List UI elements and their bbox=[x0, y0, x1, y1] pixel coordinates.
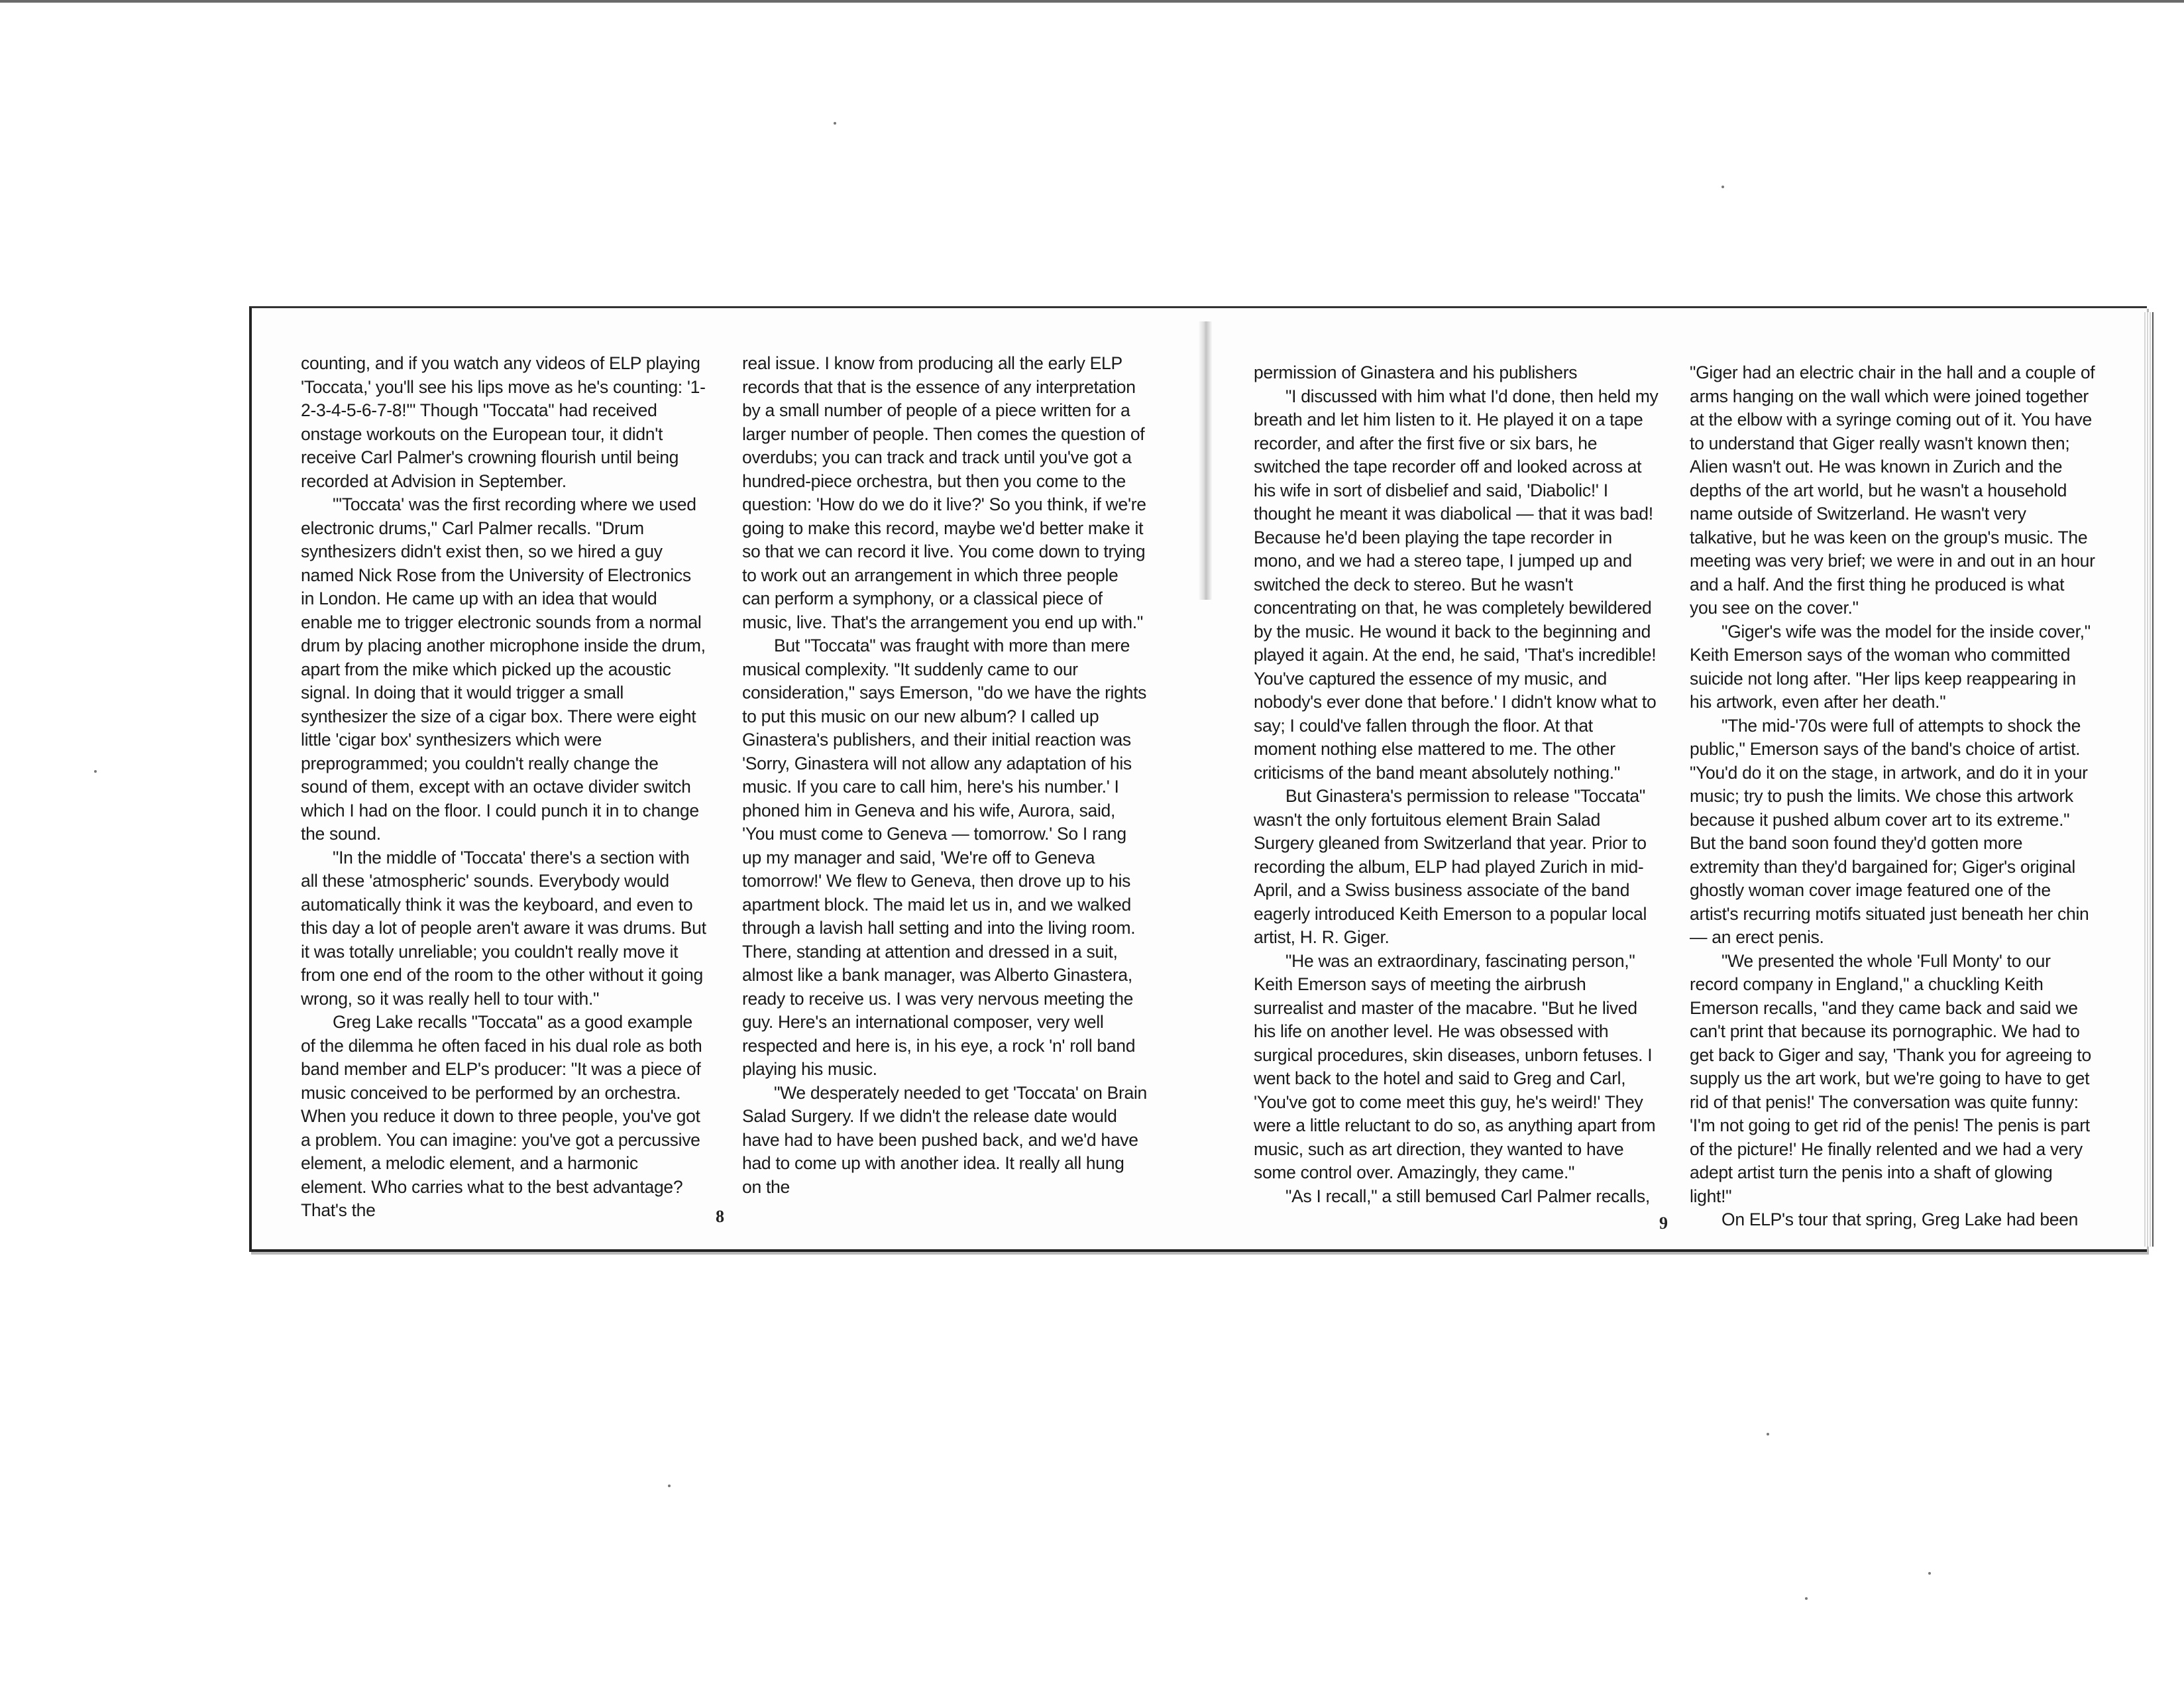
page-number: 9 bbox=[1659, 1213, 1668, 1233]
paragraph: "As I recall," a still bemused Carl Palmer recalls, bbox=[1285, 1186, 1650, 1206]
paragraph: "'Toccata' was the first recording where we used electronic drums," Carl Palmer recalls. "Drum synthesizers didn't exist then, so we hired a guy named Nick Rose from the University of Electronics in London. He came up with an idea that would enable me to trigger electronic sounds from a normal drum by placing another microphone inside the drum, apart from the mike which picked up the acoustic signal. In doing that it would trigger a small synthesizer the size of a cigar box. There were eight little 'cigar box' synthesizers which were preprogrammed; you couldn't really change the sound of them, except with an octave divider switch which I had on the floor. I could punch it in to change the sound. bbox=[301, 494, 706, 844]
paragraph: Greg Lake recalls "Toccata" as a good example of the dilemma he often faced in his dual role as both band member and ELP's producer: "It was a piece of music conceived to be performed by an orchestra. When you reduce it down to three people, you've got a problem. You can imagine: you've got a percussive element, a melodic element, and a harmonic element. Who carries what to the best advantage? That's the bbox=[301, 1012, 702, 1220]
paragraph: counting, and if you watch any videos of ELP playing 'Toccata,' you'll see his lips move as he's counting: '1-2-3-4-5-6-7-8!'" Though "Toccata" had received onstage workouts on the European tour, it didn't receive Carl Palmer's crowning flourish until being recorded at Advision in September. bbox=[301, 353, 706, 491]
paragraph: "The mid-'70s were full of attempts to shock the public," Emerson says of the band's choice of artist. "You'd do it on the stage, in artwork, and do it in your music; try to push the limits. We chose this artwork because it pushed album cover art to its extreme." But the band soon found they'd gotten more extremity than they'd bargained for; Giger's original ghostly woman cover image featured one of the artist's recurring motifs situated just beneath her chin — an erect penis. bbox=[1690, 715, 2089, 947]
paragraph: "Giger had an electric chair in the hall and a couple of arms hanging on the wall which were joined together at the elbow with a syringe coming out of it. You have to understand that Giger really wasn't known then; Alien wasn't out. He was known in Zurich and the depths of the art world, but he wasn't a household name outside of Switzerland. He wasn't very talkative, but he was keen on the group's music. The meeting was very brief; we were in and out in an hour and a half. And the first thing he produced is what you see on the cover." bbox=[1690, 363, 2095, 618]
scan-speck bbox=[1805, 1597, 1808, 1600]
paragraph: real issue. I know from producing all the early ELP records that that is the essence of any interpretation by a small number of people of a piece written for a larger number of people. Then comes the question of overdubs; you can track and track until you've got a hundred-piece orchestra, but then you come to the question: 'How do we do it live?' So you think, if we're going to make this record, maybe we'd better make it so that we can record it live. You come down to trying to work out an arrangement in which three people can perform a symphony, or a classical piece of music, live. That's the arrangement you end up with." bbox=[742, 353, 1146, 632]
page-number: 8 bbox=[716, 1207, 724, 1226]
scan-speck bbox=[94, 770, 97, 773]
scan-speck bbox=[834, 122, 836, 125]
paragraph: On ELP's tour that spring, Greg Lake had been bbox=[1721, 1209, 2079, 1229]
scan-speck bbox=[1767, 1433, 1769, 1435]
paragraph: "We desperately needed to get 'Toccata' on Brain Salad Surgery. If we didn't the release date would have had to have been pushed back, and we'd have had to come up with another idea. It really all hung on the bbox=[742, 1082, 1147, 1197]
paragraph: "I discussed with him what I'd done, then held my breath and let him listen to it. He played it on a tape recorder, and after the first five or six bars, he switched the tape recorder off and looked across at his wife in sort of disbelief and said, 'Diabolic!' I thought he meant it was diabolical — that it was bad! Because he'd been playing the tape recorder in mono, and we had a stereo tape, I jumped up and switched the deck to stereo. But he wasn't concentrating on that, he was completely bewildered by the music. He wound it back to the beginning and played it again. At the end, he said, 'That's incredible! You've captured the essence of my music, and nobody's ever done that before.' I didn't know what to say; I could've fallen through the floor. At that moment nothing else mattered to me. The other criticisms of the band meant absolutely nothing." bbox=[1254, 386, 1659, 783]
paragraph: permission of Ginastera and his publishers bbox=[1254, 363, 1578, 382]
booklet-spread bbox=[249, 306, 2147, 1252]
scan-speck bbox=[1928, 1572, 1931, 1575]
page-8-column-2 bbox=[742, 352, 1148, 1199]
paragraph: But Ginastera's permission to release "Toccata" wasn't the only fortuitous element Brain Salad Surgery gleaned from Switzerland that year. Prior to recording the album, ELP had played Zurich in mid-April, and a Swiss business associate of the band eagerly introduced Keith Emerson to a popular local artist, H. R. Giger. bbox=[1254, 786, 1647, 947]
page-9-column-2 bbox=[1690, 361, 2095, 1232]
booklet-page-edges bbox=[2144, 312, 2154, 1247]
paragraph: "Giger's wife was the model for the inside cover," Keith Emerson says of the woman who committed suicide not long after. "Her lips keep reappearing in his artwork, even after her death." bbox=[1690, 621, 2091, 712]
paragraph: But "Toccata" was fraught with more than mere musical complexity. "It suddenly came to our consideration," says Emerson, "do we have the rights to put this music on our new album? I called up Ginastera's publishers, and their initial reaction was 'Sorry, Ginastera will not allow any adaptation of his music. If you care to call him, here's his number.' I phoned him in Geneva and his wife, Aurora, said, 'You must come to Geneva — tomorrow.' So I rang up my manager and said, 'We're off to Geneva tomorrow!' We flew to Geneva, then drove up to his apartment block. The maid let us in, and we walked through a lavish hall setting and into the living room. There, standing at attention and dressed in a suit, almost like a bank manager, was Alberto Ginastera, ready to receive us. I was very nervous meeting the guy. Here's an international composer, very well respected and here is, in his eye, a rock 'n' roll band playing his music. bbox=[742, 636, 1147, 1079]
booklet-gutter bbox=[1198, 321, 1213, 600]
scan-top-edge bbox=[0, 0, 2184, 3]
paragraph: "He was an extraordinary, fascinating person," Keith Emerson says of meeting the airbrush surrealist and master of the macabre. "But he lived his life on another level. He was obsessed with surgical procedures, skin diseases, unborn fetuses. I went back to the hotel and said to Greg and Carl, 'You've got to come meet this guy, he's weird!' They were a little reluctant to do so, as anything apart from music, such as art direction, they wanted to have some control over. Amazingly, they came." bbox=[1254, 950, 1656, 1182]
page-8-column-1 bbox=[301, 352, 706, 1223]
scan-speck bbox=[668, 1485, 671, 1487]
paragraph: "In the middle of 'Toccata' there's a section with all these 'atmospheric' sounds. Everybody would automatically think it was the keyboard, and even to this day a lot of people aren't aware it was drums. But it was totally unreliable; you couldn't really move it from one end of the room to the other without it going wrong, so it was really hell to tour with." bbox=[301, 847, 706, 1009]
paragraph: "We presented the whole 'Full Monty' to our record company in England," a chuckling Keith Emerson recalls, "and they came back and said we can't print that because its pornographic. We had to get back to Giger and say, 'Thank you for agreeing to supply us the art work, but we're going to have to get rid of that penis!' The conversation was quite funny: 'I'm not going to get rid of the penis! The penis is part of the picture!' He finally relented and we had a very adept artist turn the penis into a shaft of glowing light!" bbox=[1690, 950, 2091, 1206]
scan-speck bbox=[1721, 186, 1724, 188]
page-9-column-1 bbox=[1254, 361, 1659, 1208]
